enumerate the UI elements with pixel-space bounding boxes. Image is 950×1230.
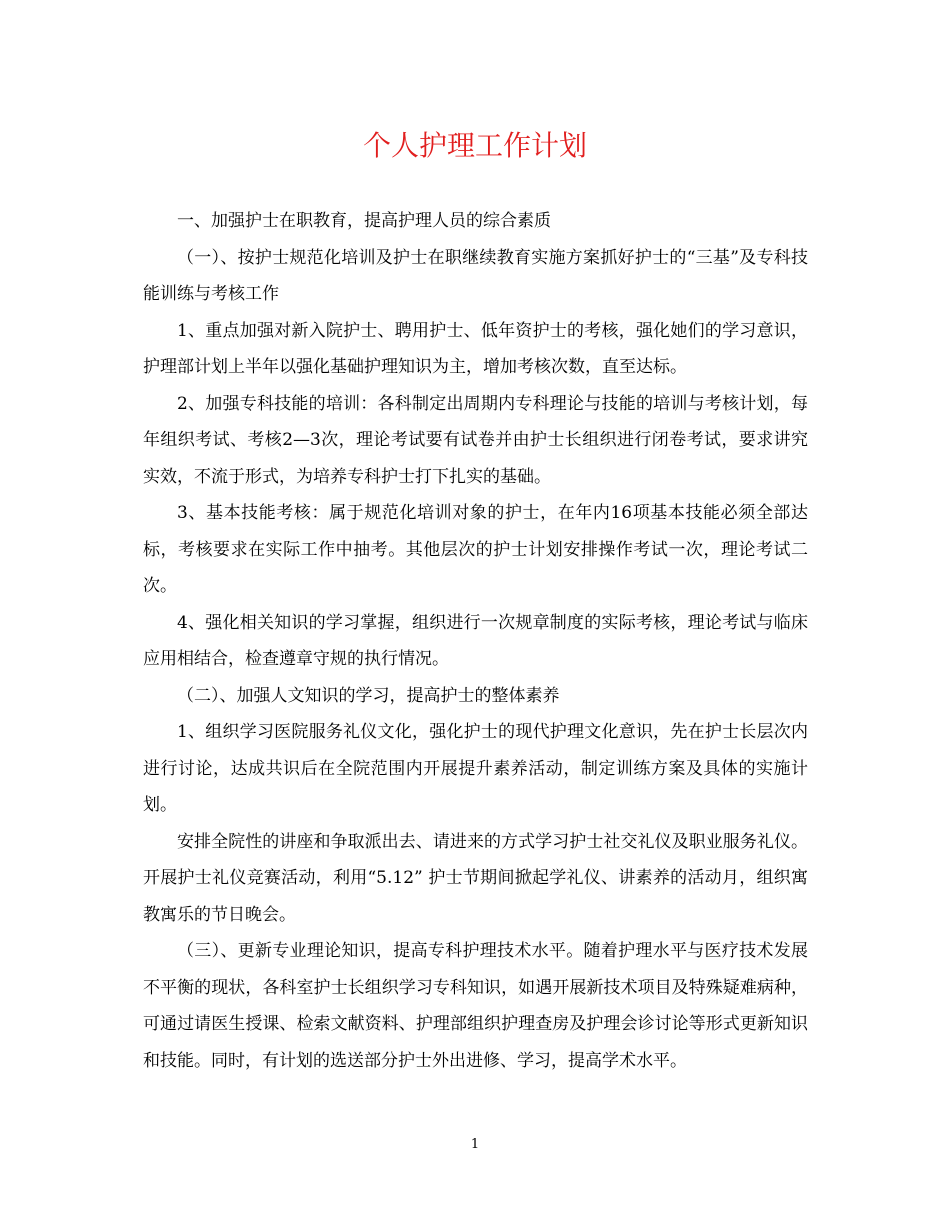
paragraph: 1、重点加强对新入院护士、聘用护士、低年资护士的考核，强化她们的学习意识，护理部计划上半年以强化基础护理知识为主，增加考核次数，直至达标。 [143, 320, 808, 377]
subsection-paragraph-3: （三）、更新专业理论知识，提高专科护理技术水平。随着护理水平与医疗技术发展不平衡的现状，各科室护士长组织学习专科知识，如遇开展新技术项目及特殊疑难病种，可通过请医生授课、检索文献资料、护理部组织护理查房及护理会诊讨论等形式更新知识和技能。同时，有计划的选送部分护士外出进修、学习，提高学术水平。 [143, 941, 808, 1071]
subsection-heading-2: （二）、加强人文知识的学习，提高护士的整体素养 [177, 685, 560, 706]
paragraph: 1、组织学习医院服务礼仪文化，强化护士的现代护理文化意识，先在护士长层次内进行讨论，达成共识后在全院范围内开展提升素养活动，制定训练方案及具体的实施计划。 [143, 722, 808, 815]
paragraph: 4、强化相关知识的学习掌握，组织进行一次规章制度的实际考核，理论考试与临床应用相结合，检查遵章守规的执行情况。 [143, 612, 808, 669]
document-title: 个人护理工作计划 [362, 129, 587, 162]
section-heading-1: 一、加强护士在职教育，提高护理人员的综合素质 [177, 211, 551, 231]
document-body [143, 203, 808, 1079]
paragraph: 安排全院性的讲座和争取派出去、请进来的方式学习护士社交礼仪及职业服务礼仪。开展护士礼仪竞赛活动，利用“5.12” 护士节期间掀起学礼仪、讲素养的活动月，组织寓教寓乐的节日晚会。 [143, 831, 808, 925]
paragraph: 3、基本技能考核：属于规范化培训对象的护士，在年内16项基本技能必须全部达标，考核要求在实际工作中抽考。其他层次的护士计划安排操作考试一次，理论考试二次。 [143, 503, 808, 596]
page-number: 1 [470, 1137, 480, 1152]
subsection-heading-1: （一）、按护士规范化培训及护士在职继续教育实施方案抓好护士的“三基”及专科技能训练与考核工作 [143, 247, 808, 304]
paragraph: 2、加强专科技能的培训：各科制定出周期内专科理论与技能的培训与考核计划，每年组织考试、考核2—3次，理论考试要有试卷并由护士长组织进行闭卷考试，要求讲究实效，不流于形式，为培养专科护士打下扎实的基础。 [143, 393, 808, 487]
